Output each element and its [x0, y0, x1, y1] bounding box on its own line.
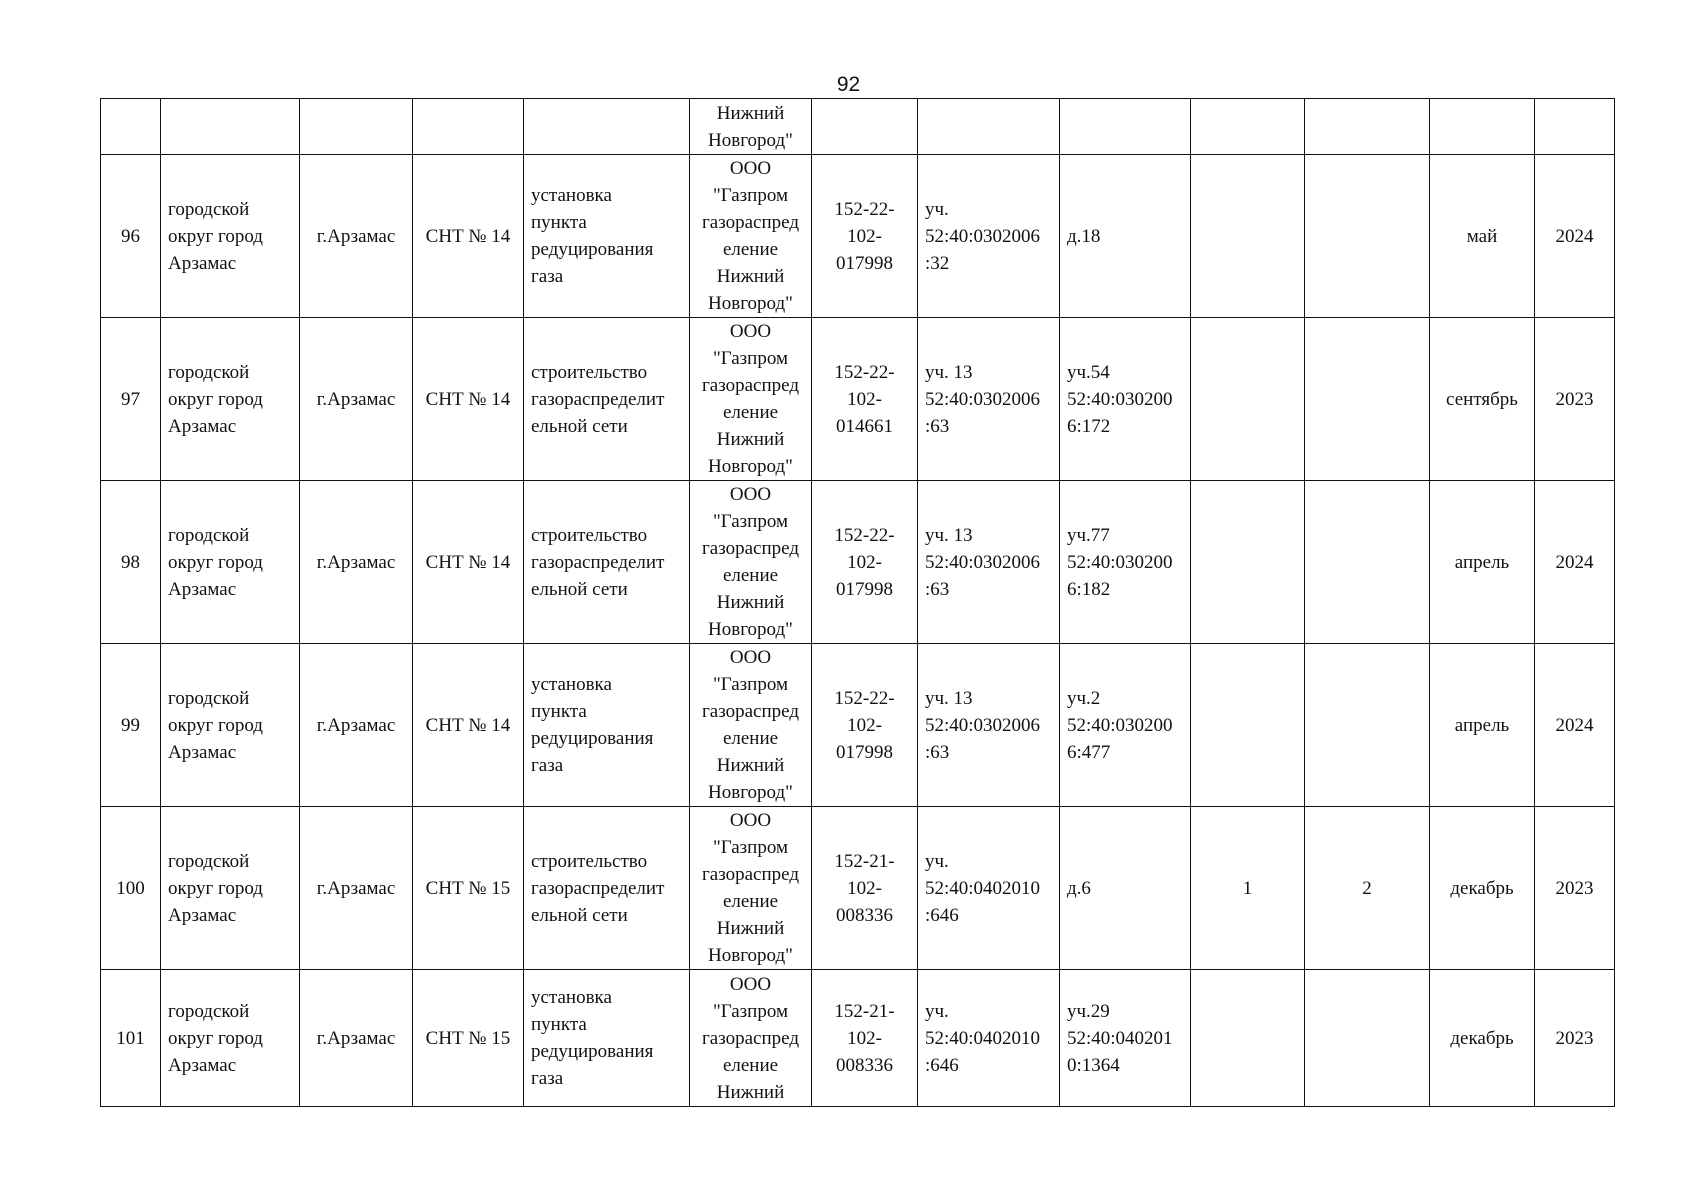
cell-month	[1430, 99, 1535, 155]
cell-year: 2023	[1535, 970, 1615, 1107]
cell-district: городской округ город Арзамас	[161, 970, 300, 1107]
cell-code: 152-22- 102- 014661	[812, 318, 918, 481]
cell-snt: СНТ № 14	[413, 644, 524, 807]
cell-org: ООО "Газпром газораспред еление Нижний Новгород"	[690, 807, 812, 970]
cell-work	[524, 99, 690, 155]
cell-year	[1535, 99, 1615, 155]
cell-org: ООО "Газпром газораспред еление Нижний	[690, 970, 812, 1107]
cell-c1	[1191, 481, 1305, 644]
cell-c1	[1191, 318, 1305, 481]
cell-snt: СНТ № 14	[413, 481, 524, 644]
cell-city	[300, 99, 413, 155]
cell-code	[812, 99, 918, 155]
cell-c2	[1305, 970, 1430, 1107]
cell-city: г.Арзамас	[300, 970, 413, 1107]
cell-work: установка пункта редуцирования газа	[524, 155, 690, 318]
cell-city: г.Арзамас	[300, 644, 413, 807]
cell-plot: уч. 52:40:0402010 :646	[918, 970, 1060, 1107]
table-row	[101, 481, 1615, 644]
cell-org: ООО "Газпром газораспред еление Нижний Новгород"	[690, 155, 812, 318]
cell-house: д.6	[1060, 807, 1191, 970]
cell-c1	[1191, 99, 1305, 155]
cell-year: 2024	[1535, 155, 1615, 318]
table-row	[101, 644, 1615, 807]
cell-work: строительство газораспределит ельной сети	[524, 481, 690, 644]
cell-plot	[918, 99, 1060, 155]
cell-num: 98	[101, 481, 161, 644]
cell-c1	[1191, 644, 1305, 807]
cell-work: установка пункта редуцирования газа	[524, 644, 690, 807]
cell-city: г.Арзамас	[300, 807, 413, 970]
cell-org: ООО "Газпром газораспред еление Нижний Новгород"	[690, 318, 812, 481]
cell-c2	[1305, 155, 1430, 318]
cell-month: декабрь	[1430, 807, 1535, 970]
gas-works-table	[100, 98, 1615, 1107]
cell-c2	[1305, 644, 1430, 807]
cell-num: 100	[101, 807, 161, 970]
cell-district: городской округ город Арзамас	[161, 644, 300, 807]
cell-num: 101	[101, 970, 161, 1107]
cell-c2	[1305, 318, 1430, 481]
cell-year: 2023	[1535, 318, 1615, 481]
table-row	[101, 970, 1615, 1107]
cell-month: апрель	[1430, 644, 1535, 807]
cell-house: уч.2 52:40:030200 6:477	[1060, 644, 1191, 807]
cell-c2	[1305, 481, 1430, 644]
cell-num: 96	[101, 155, 161, 318]
table-row	[101, 807, 1615, 970]
page-number: 92	[836, 73, 861, 96]
cell-city: г.Арзамас	[300, 155, 413, 318]
cell-district: городской округ город Арзамас	[161, 807, 300, 970]
cell-house: уч.29 52:40:040201 0:1364	[1060, 970, 1191, 1107]
cell-year: 2023	[1535, 807, 1615, 970]
cell-city: г.Арзамас	[300, 481, 413, 644]
cell-month: май	[1430, 155, 1535, 318]
cell-code: 152-21- 102- 008336	[812, 807, 918, 970]
cell-snt	[413, 99, 524, 155]
cell-num	[101, 99, 161, 155]
table-row	[101, 318, 1615, 481]
cell-work: строительство газораспределит ельной сети	[524, 807, 690, 970]
cell-district: городской округ город Арзамас	[161, 318, 300, 481]
cell-org: ООО "Газпром газораспред еление Нижний Новгород"	[690, 644, 812, 807]
cell-snt: СНТ № 14	[413, 318, 524, 481]
cell-district	[161, 99, 300, 155]
cell-c1: 1	[1191, 807, 1305, 970]
cell-snt: СНТ № 15	[413, 970, 524, 1107]
cell-c2: 2	[1305, 807, 1430, 970]
table-row	[101, 155, 1615, 318]
cell-house: д.18	[1060, 155, 1191, 318]
cell-c2	[1305, 99, 1430, 155]
cell-c1	[1191, 970, 1305, 1107]
cell-work: строительство газораспределит ельной сети	[524, 318, 690, 481]
cell-year: 2024	[1535, 481, 1615, 644]
cell-code: 152-22- 102- 017998	[812, 155, 918, 318]
cell-plot: уч. 13 52:40:0302006 :63	[918, 318, 1060, 481]
cell-house	[1060, 99, 1191, 155]
cell-month: декабрь	[1430, 970, 1535, 1107]
cell-month: сентябрь	[1430, 318, 1535, 481]
cell-num: 97	[101, 318, 161, 481]
cell-code: 152-21- 102- 008336	[812, 970, 918, 1107]
cell-plot: уч. 13 52:40:0302006 :63	[918, 481, 1060, 644]
cell-snt: СНТ № 14	[413, 155, 524, 318]
cell-plot: уч. 13 52:40:0302006 :63	[918, 644, 1060, 807]
cell-city: г.Арзамас	[300, 318, 413, 481]
cell-code: 152-22- 102- 017998	[812, 481, 918, 644]
cell-plot: уч. 52:40:0402010 :646	[918, 807, 1060, 970]
cell-work: установка пункта редуцирования газа	[524, 970, 690, 1107]
table-row-continued	[101, 99, 1615, 155]
cell-house: уч.54 52:40:030200 6:172	[1060, 318, 1191, 481]
cell-c1	[1191, 155, 1305, 318]
cell-house: уч.77 52:40:030200 6:182	[1060, 481, 1191, 644]
cell-plot: уч. 52:40:0302006 :32	[918, 155, 1060, 318]
cell-snt: СНТ № 15	[413, 807, 524, 970]
cell-org: Нижний Новгород"	[690, 99, 812, 155]
cell-code: 152-22- 102- 017998	[812, 644, 918, 807]
cell-month: апрель	[1430, 481, 1535, 644]
cell-district: городской округ город Арзамас	[161, 155, 300, 318]
cell-district: городской округ город Арзамас	[161, 481, 300, 644]
cell-num: 99	[101, 644, 161, 807]
cell-year: 2024	[1535, 644, 1615, 807]
cell-org: ООО "Газпром газораспред еление Нижний Новгород"	[690, 481, 812, 644]
